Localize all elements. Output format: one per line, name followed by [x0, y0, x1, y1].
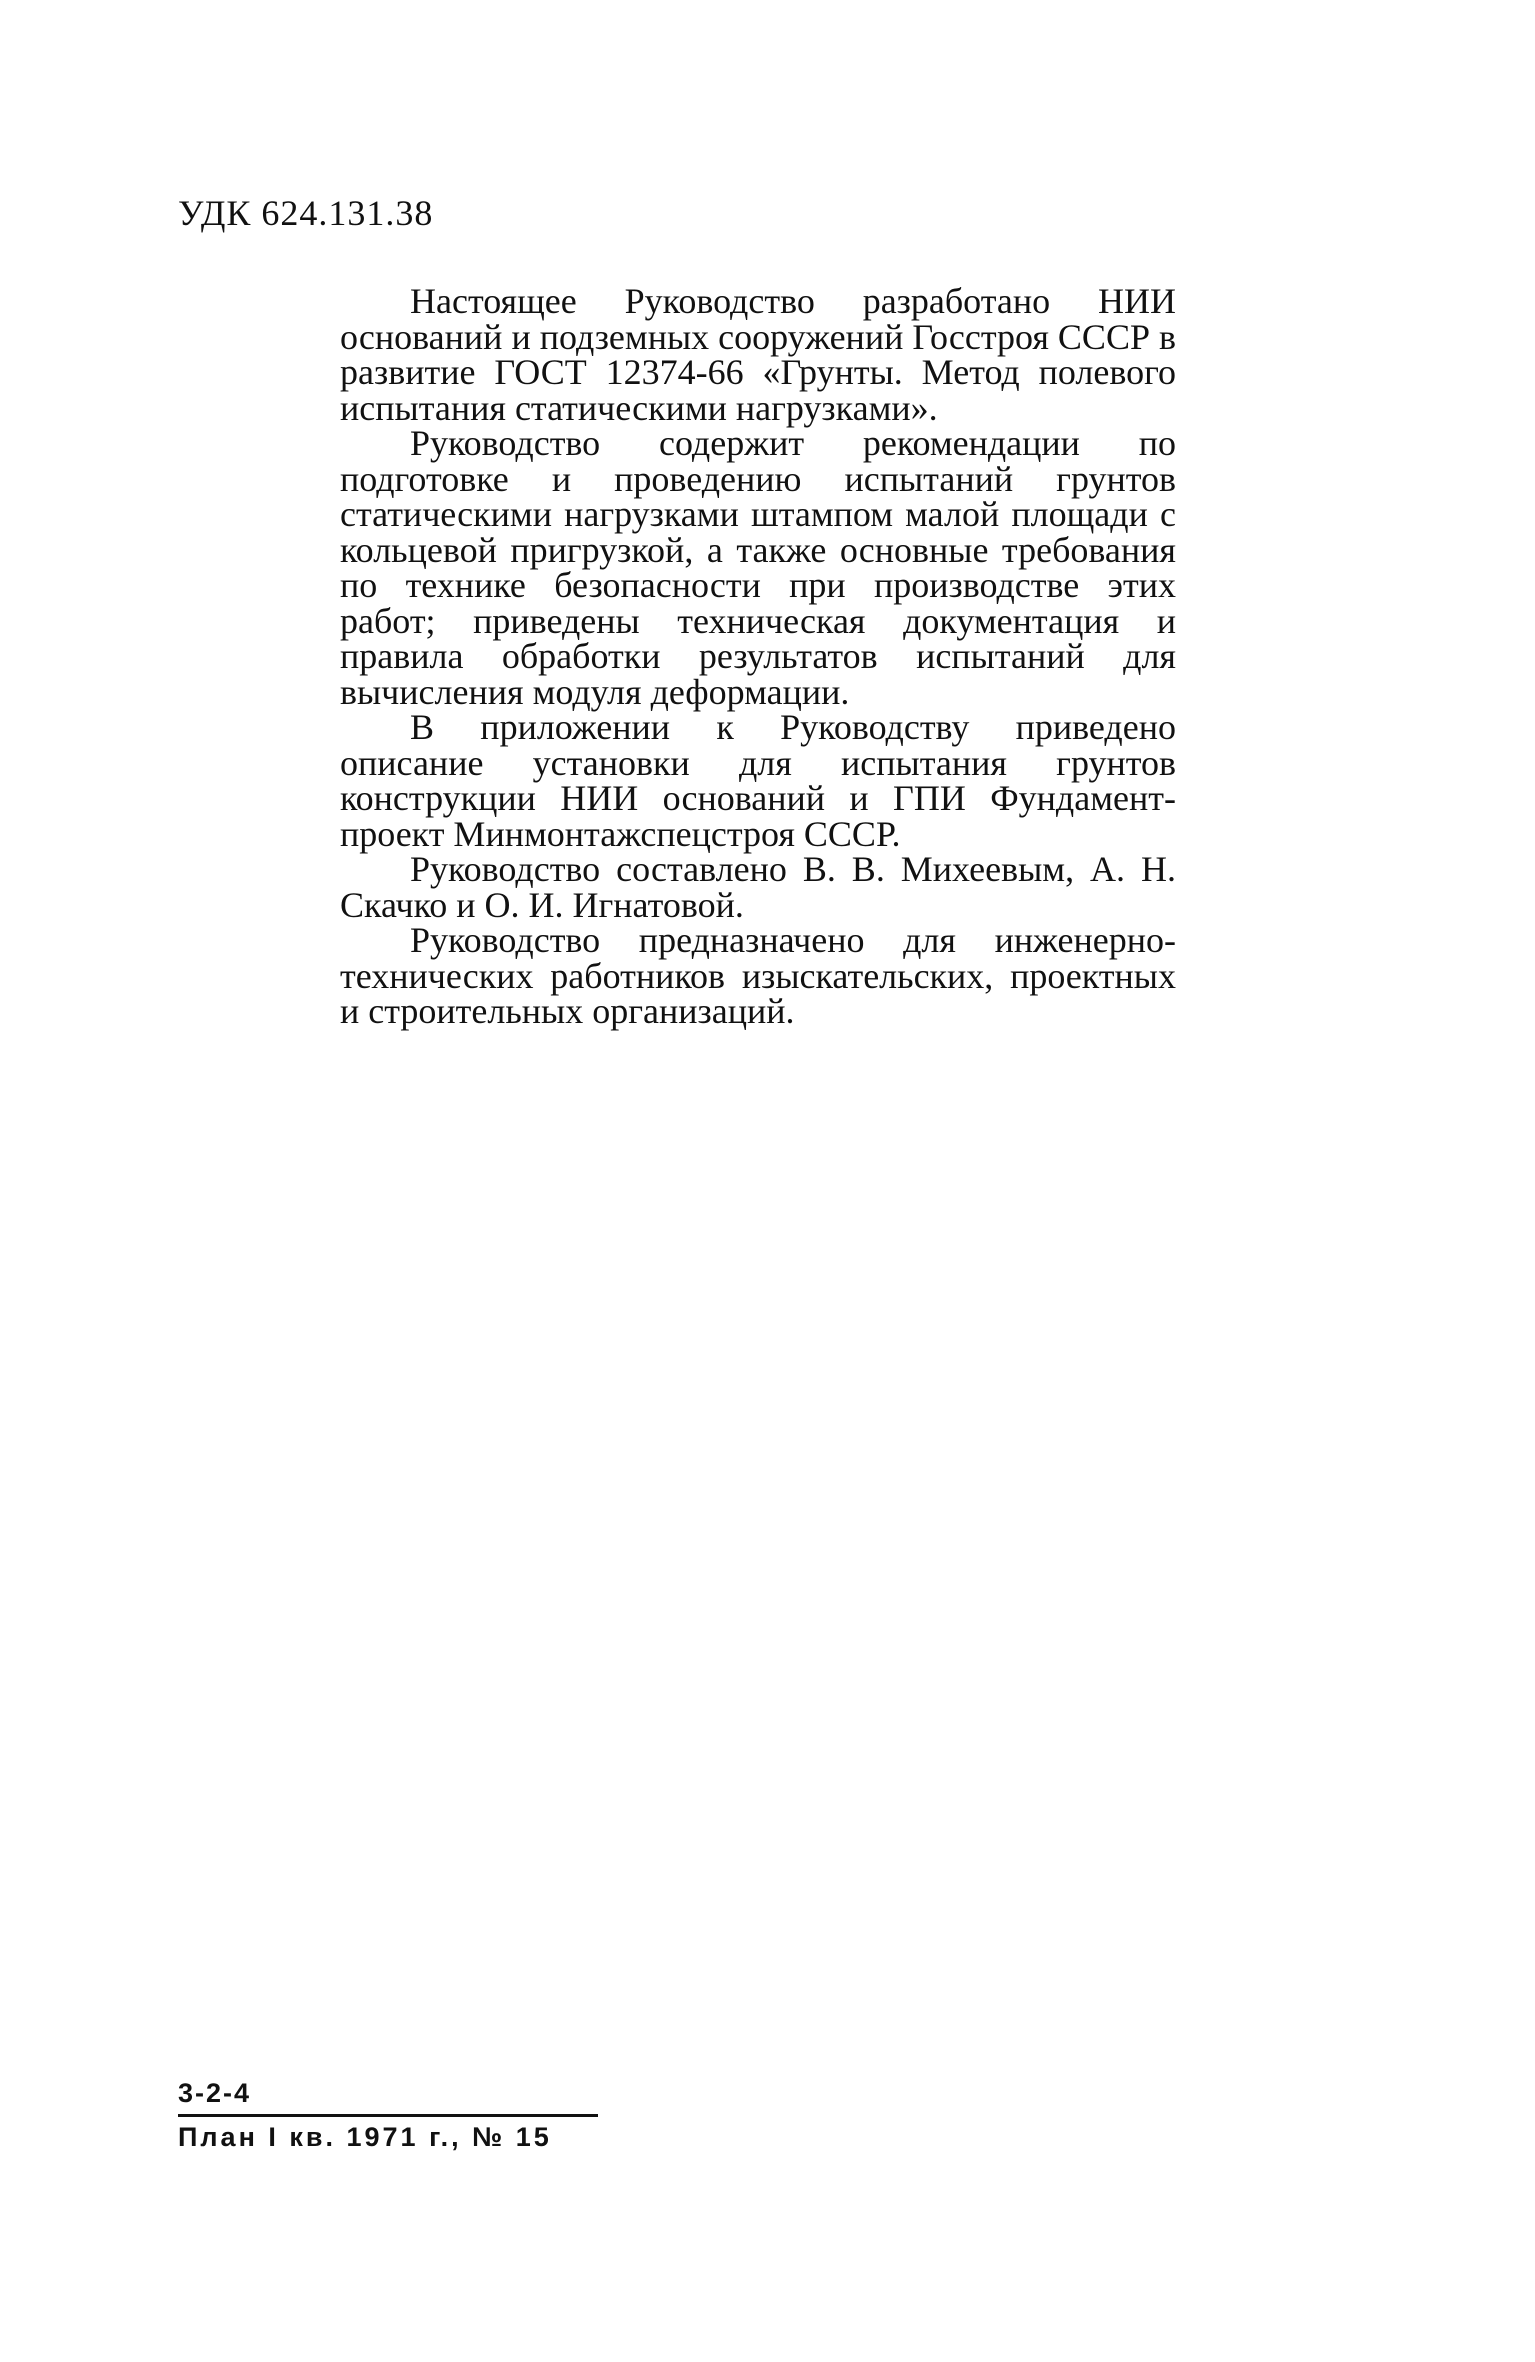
udk-code: УДК 624.131.38: [178, 193, 434, 233]
annotation-text: [340, 281, 1176, 1031]
paragraph-intro: Настоящее Руководство разработано НИИ оснований и подземных сооружений Госстроя СССР в развитие ГОСТ 12374-66 «Грунты. Метод полевого испытания статическими нагрузками».: [340, 281, 1176, 428]
footer-code: 3-2-4: [178, 2078, 252, 2108]
footer-plan: План I кв. 1971 г., № 15: [178, 2122, 552, 2152]
paragraph-contents: Руководство содержит рекомендации по подготовке и проведению испытаний грунтов статическими нагрузками штампом малой площади с кольцевой пригрузкой, а также основные требования по технике безопасности при производстве этих работ; приведены техническая документация и правила обработки результатов испытаний для вычисления модуля деформации.: [340, 423, 1176, 712]
footer-divider: [178, 2114, 598, 2117]
paragraph-appendix: В приложении к Руководству приведено описание установки для испытания грунтов конструкции НИИ оснований и ГПИ Фундаментпроект Минмонтажспецстроя СССР.: [340, 707, 1176, 854]
paragraph-authors: Руководство составлено В. В. Михеевым, А. Н. Скачко и О. И. Игнатовой.: [340, 849, 1176, 925]
paragraph-audience: Руководство предназначено для инженерно-технических работников изыскательских, проектных и строительных организаций.: [340, 920, 1176, 1031]
